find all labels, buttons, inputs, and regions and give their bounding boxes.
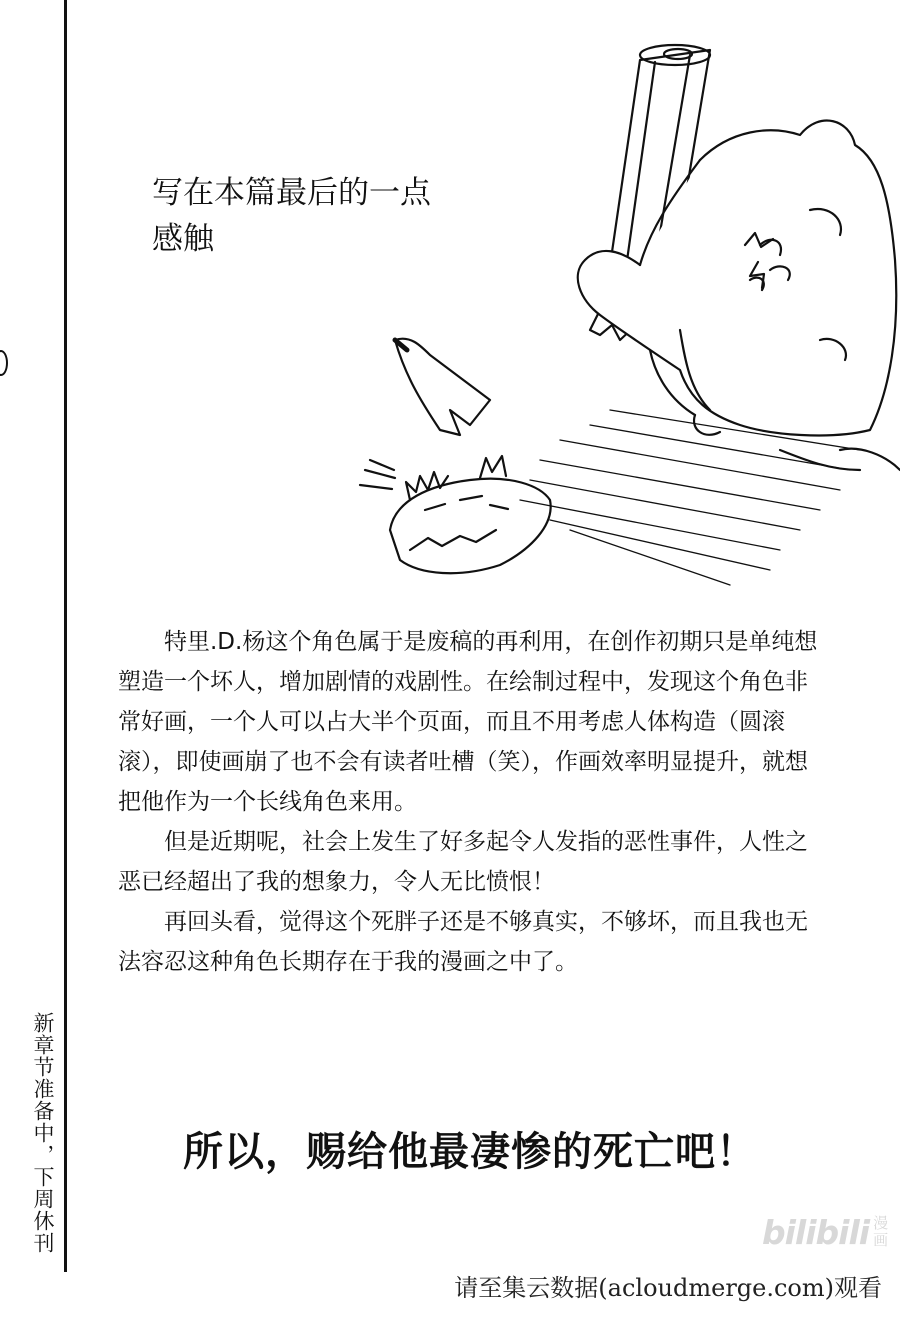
- bilibili-manhua-logo: [762, 1208, 888, 1256]
- logo-suffix: 漫画: [873, 1214, 889, 1249]
- left-border-rule: [64, 0, 67, 1272]
- paragraph-1: 特里.D.杨这个角色属于是废稿的再利用，在创作初期只是单纯想塑造一个坏人，增加剧情的戏剧性。在绘制过程中，发现这个角色非常好画，一个人可以占大半个页面，而且不用考虑人体构造（圆滚滚），即使画崩了也不会有读者吐槽（笑），作画效率明显提升，就想把他作为一个长线角色来用。: [118, 629, 818, 815]
- logo-word: bilibili: [762, 1212, 870, 1252]
- side-note-vertical: 新章节准备中，下周休刊: [31, 1012, 55, 1254]
- paragraph-3: 再回头看，觉得这个死胖子还是不够真实，不够坏，而且我也无法容忍这种角色长期存在于我的漫画之中了。: [118, 909, 808, 975]
- paragraph-2: 但是近期呢，社会上发生了好多起令人发指的恶性事件，人性之恶已经超出了我的想象力，令人无比愤恨！: [118, 829, 808, 895]
- hand-pressing-pencil-icon: [350, 30, 900, 590]
- footer-source-note: 请至集云数据(acloudmerge.com)观看: [454, 1274, 882, 1302]
- body-text: [118, 622, 818, 982]
- title-line-1: 写在本篇最后的一点: [152, 175, 431, 211]
- edge-ring-mark: [0, 350, 8, 376]
- climax-statement: 所以，赐给他最凄惨的死亡吧！: [183, 1129, 757, 1175]
- title-line-2: 感触: [152, 221, 214, 257]
